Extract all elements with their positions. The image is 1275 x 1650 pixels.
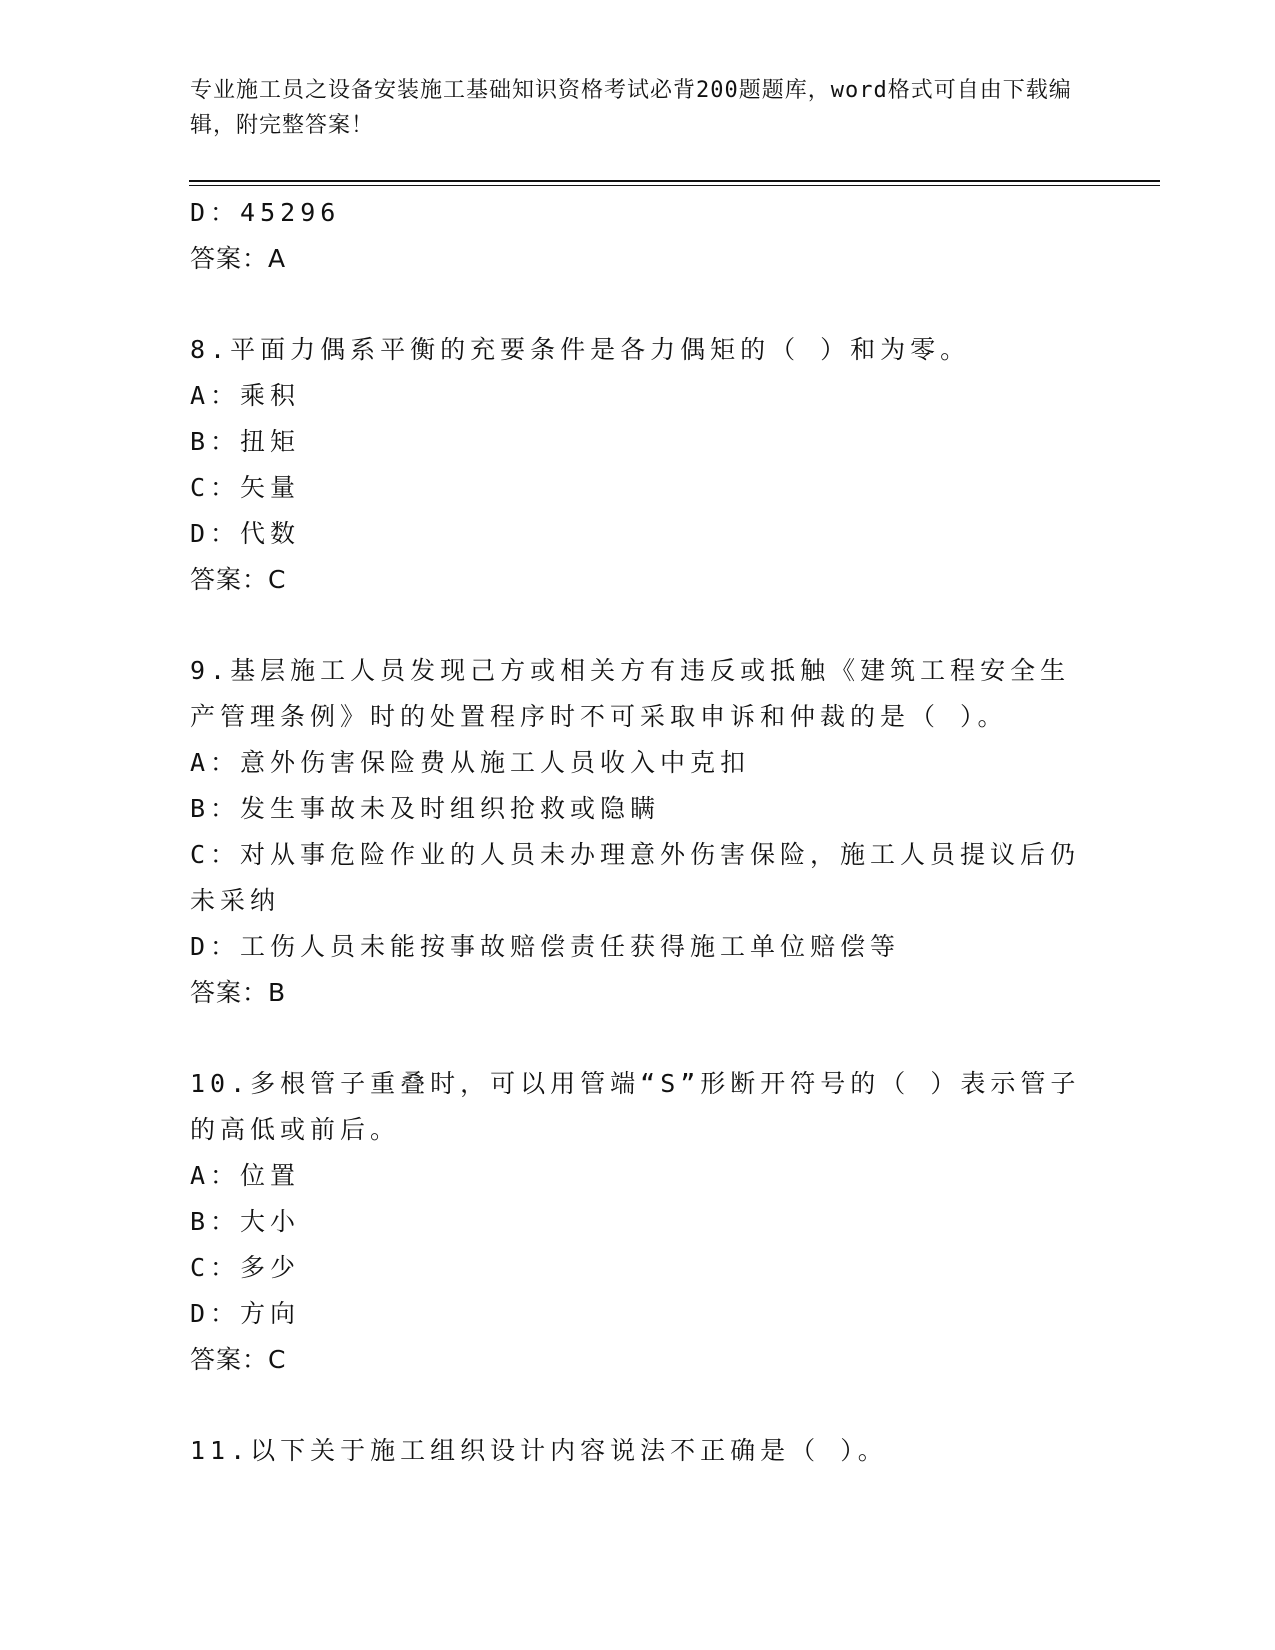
header-rule xyxy=(189,180,1160,182)
option-d: D：45296 xyxy=(190,198,341,227)
question-list xyxy=(190,190,1090,1474)
question-8 xyxy=(190,327,1090,603)
option-c: C：矢量 xyxy=(190,473,301,502)
question-stem: 8.平面力偶系平衡的充要条件是各力偶矩的（ ）和为零。 xyxy=(190,335,971,364)
answer-line: 答案：C xyxy=(190,1345,287,1374)
option-b: B：发生事故未及时组织抢救或隐瞒 xyxy=(190,794,661,823)
question-stem: 9.基层施工人员发现己方或相关方有违反或抵触《建筑工程安全生产管理条例》时的处置程序时不可采取申诉和仲裁的是（ ）。 xyxy=(190,656,1071,731)
question-stem: 10.多根管子重叠时，可以用管端“S”形断开符号的（ ）表示管子的高低或前后。 xyxy=(190,1069,1081,1144)
question-11 xyxy=(190,1428,1090,1474)
answer-line: 答案：B xyxy=(190,978,287,1007)
option-b: B：大小 xyxy=(190,1207,301,1236)
answer-line: 答案：C xyxy=(190,565,287,594)
option-d: D：代数 xyxy=(190,519,301,548)
question-9 xyxy=(190,648,1090,1016)
option-c: C：对从事危险作业的人员未办理意外伤害保险，施工人员提议后仍未采纳 xyxy=(190,840,1081,915)
question-10 xyxy=(190,1061,1090,1383)
option-a: A：乘积 xyxy=(190,381,301,410)
option-a: A：位置 xyxy=(190,1161,301,1190)
option-a: A：意外伤害保险费从施工人员收入中克扣 xyxy=(190,748,751,777)
document-header: 专业施工员之设备安装施工基础知识资格考试必背200题题库，word格式可自由下载编辑，附完整答案！ xyxy=(190,78,1072,138)
answer-line: 答案：A xyxy=(190,244,287,273)
option-d: D：方向 xyxy=(190,1299,301,1328)
question-stem: 11.以下关于施工组织设计内容说法不正确是（ ）。 xyxy=(190,1436,888,1465)
option-b: B：扭矩 xyxy=(190,427,301,456)
header-rule-thin xyxy=(189,185,1160,186)
option-c: C：多少 xyxy=(190,1253,301,1282)
option-d: D：工伤人员未能按事故赔偿责任获得施工单位赔偿等 xyxy=(190,932,901,961)
